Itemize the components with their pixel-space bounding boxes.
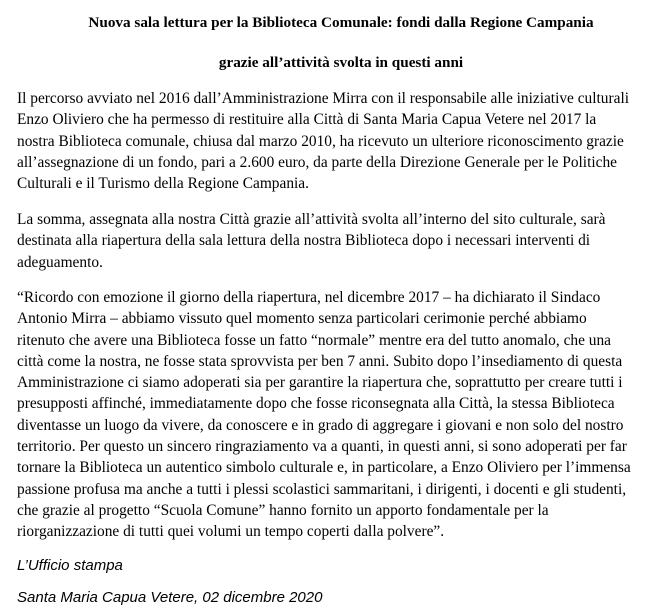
text-line: tornare la Biblioteca un autentico simbolo culturale e, in particolare, a Enzo Oliviero per l’immensa [17, 459, 631, 477]
text-line: nostra Biblioteca comunale, chiusa dal marzo 2010, ha ricevuto un ulteriore riconoscimento grazie [17, 132, 624, 150]
headline: Nuova sala lettura per la Biblioteca Comunale: fondi dalla Regione Campania [88, 14, 594, 31]
text-line: all’assegnazione di un fondo, pari a 2.600 euro, da parte della Direzione Generale per le Politiche [17, 153, 617, 171]
text-line: La somma, assegnata alla nostra Città grazie all’attività svolta all’interno del sito culturale, sarà [17, 211, 606, 228]
subheadline: grazie all’attività svolta in questi anni [218, 54, 464, 71]
text-line: Il percorso avviato nel 2016 dall’Amministrazione Mirra con il responsabile alle iniziative culturali [17, 90, 630, 107]
text-line: presupposti affinché, immediatamente dopo che fosse riconsegnata alla Città, la stessa Biblioteca [17, 395, 615, 413]
paragraph-mayor-quote [17, 287, 665, 543]
text-line: Amministrazione ci siamo adoperati sia per garantire la riapertura che, soprattutto per creare tutti i [17, 374, 623, 392]
text-line: passione profusa ma anche a tutti i plessi scolastici sammaritani, i dirigenti, i docenti e gli studenti, [17, 480, 627, 498]
place-date: Santa Maria Capua Vetere, 02 dicembre 2020 [17, 589, 323, 606]
text-line: adeguamento. [17, 253, 103, 271]
text-line: riorganizzazione di tutti quei volumi un tempo coperti dalla polvere”. [17, 523, 445, 541]
paragraph-funding [17, 209, 665, 273]
signature: L’Ufficio stampa [17, 557, 123, 574]
paragraph-intro [17, 88, 665, 194]
text-line: ritenuto che avere una Biblioteca fosse un fatto “normale” mentre era del tutto anomalo, che una [17, 331, 612, 349]
text-line: Enzo Oliviero che ha permesso di restituire alla Città di Santa Maria Capua Vetere nel 2017 la [17, 111, 597, 129]
text-line: Culturali e il Turismo della Regione Campania. [17, 175, 309, 193]
text-line: che grazie al progetto “Scuola Comune” hanno fornito un apporto fondamentale per la [17, 501, 549, 519]
text-line: città come la nostra, ne fosse stata sprovvista per ben 7 anni. Subito dopo l’insediamento di questa [17, 352, 623, 370]
text-line: “Ricordo con emozione il giorno della riapertura, nel dicembre 2017 – ha dichiarato il Sindaco [17, 289, 601, 306]
text-line: destinata alla riapertura della sala lettura della nostra Biblioteca dopo i necessari interventi di [17, 232, 591, 250]
text-line: diventasse un luogo da vivere, da conoscere e in grado di aggregare i giovani e non solo del nostro [17, 416, 624, 434]
text-line: Antonio Mirra – abbiamo vissuto quel momento senza particolari cerimonie perché abbiamo [17, 310, 587, 328]
text-line: territorio. Per questo un sincero ringraziamento va a quanti, in questi anni, si sono adoperati per far [17, 438, 627, 456]
